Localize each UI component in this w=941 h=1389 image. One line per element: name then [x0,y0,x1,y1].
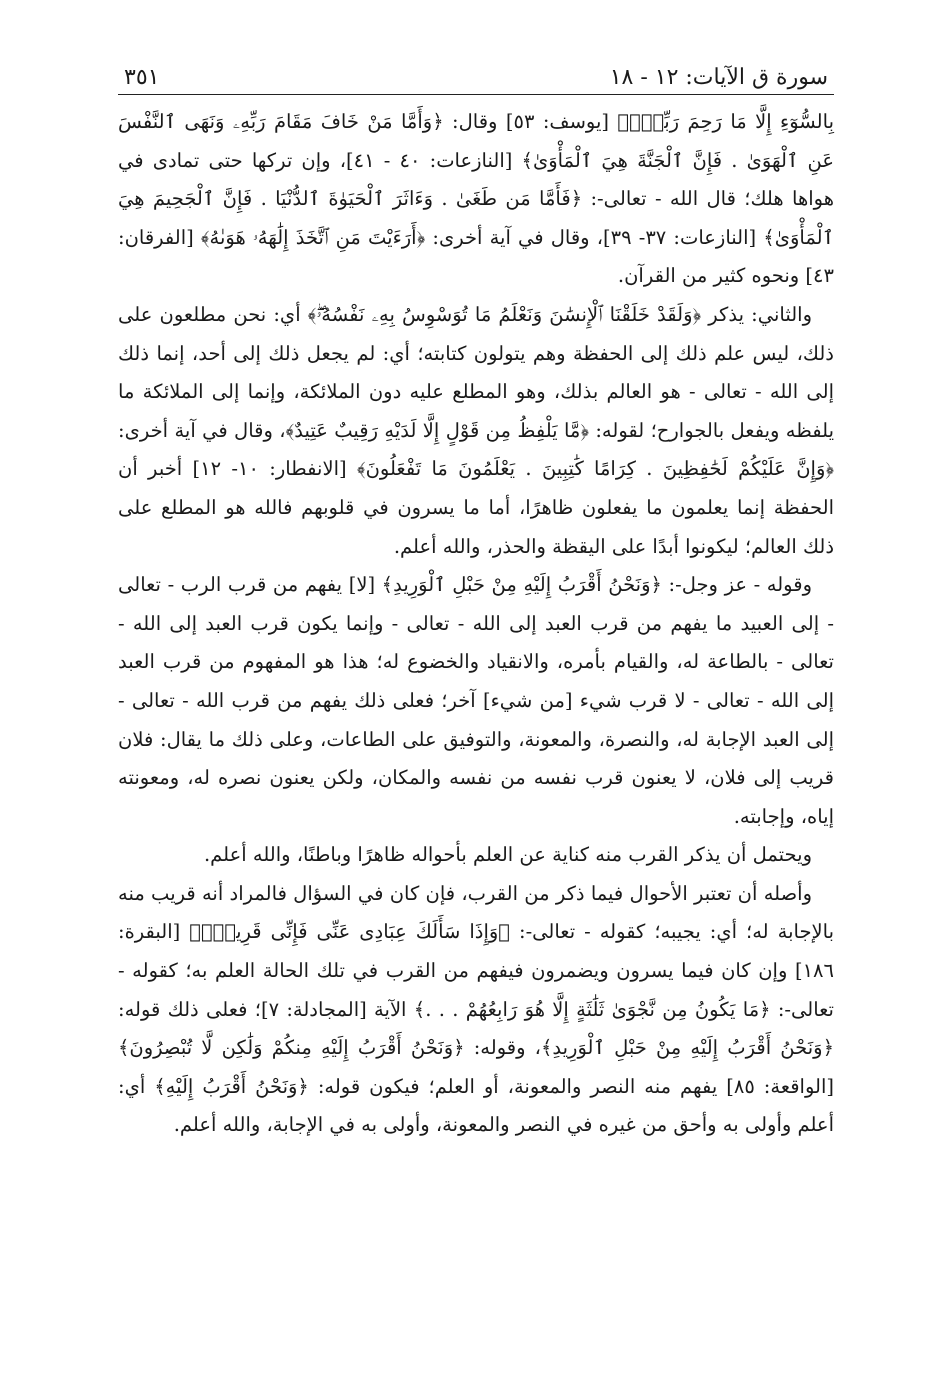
surah-verses-title: سورة ق الآيات: ١٢ - ١٨ [609,65,828,90]
running-header [118,54,834,95]
page-body [118,103,834,1145]
paragraph-nearness-of-god: وقوله - عز وجل-: ﴿وَنَحْنُ أَقْرَبُ إِلَيْهِ مِنْ حَبْلِ ٱلْوَرِيدِ﴾ [لا] يفهم من قرب الرب - تعالى - إلى العبيد ما يفهم من قرب العبد إلى الله - تعالى - وإنما يكون قرب العبد إلى الله - تعالى - بالطاعة له، والقيام بأمره، والانقياد والخضوع له؛ هذا هو المفهوم من قرب العبد إلى الله - تعالى - لا قرب شيء [من شيء] آخر؛ فعلى ذلك يفهم من قرب الله - تعالى - إلى العبد الإجابة له، والنصرة، والمعونة، والتوفيق على الطاعات، وعلى ذلك ما يقال: فلان قريب إلى فلان، لا يعنون قرب نفسه من نفسه والمكان، ولكن يعنون نصره له، ومعونته إياه، وإجابته. [118,573,834,828]
book-page [118,54,834,1354]
paragraph-knowledge-metaphor: ويحتمل أن يذكر القرب منه كناية عن العلم بأحواله ظاهرًا وباطنًا، والله أعلم. [203,843,812,867]
paragraph-continued-verses: بِالسُّوٓءِ إِلَّا مَا رَحِمَ رَبِّيٓۚ﴾ [يوسف: ٥٣] وقال: ﴿وَأَمَّا مَنْ خَافَ مَقَامَ رَبِّهِۦ وَنَهَى ٱلنَّفْسَ عَنِ ٱلْهَوَىٰ . فَإِنَّ ٱلْجَنَّةَ هِيَ ٱلْمَأْوَىٰ﴾ [النازعات: ٤٠ - ٤١]، وإن تركها حتى تمادى في هواها هلك؛ قال الله - تعالى-: ﴿فَأَمَّا مَن طَغَىٰ . وَءَاثَرَ ٱلْحَيَوٰةَ ٱلدُّنْيَا . فَإِنَّ ٱلْجَحِيمَ هِيَ ٱلْمَأْوَىٰ﴾ [النازعات: ٣٧- ٣٩]، وقال في آية أخرى: ﴿أَرَءَيْتَ مَنِ ٱتَّخَذَ إِلَٰهَهُۥ هَوَىٰهُ﴾ [الفرقان: ٤٣] ونحوه كثير من القرآن. [118,110,834,288]
paragraph-principle-of-states: وأصله أن تعتبر الأحوال فيما ذكر من القرب، فإن كان في السؤال فالمراد أنه قريب منه بالإجابة له؛ أي: يجيبه؛ كقوله - تعالى-: ﴿وَإِذَا سَأَلَكَ عِبَادِى عَنِّى فَإِنِّى قَرِيبٌۖ﴾ [البقرة: ١٨٦] وإن كان فيما يسرون ويضمرون فيفهم من القرب في تلك الحالة العلم به؛ كقوله - تعالى-: ﴿مَا يَكُونُ مِن نَّجْوَىٰ ثَلَٰثَةٍ إِلَّا هُوَ رَابِعُهُمْ . . .﴾ الآية [المجادلة: ٧]؛ فعلى ذلك قوله: ﴿وَنَحْنُ أَقْرَبُ إِلَيْهِ مِنْ حَبْلِ ٱلْوَرِيدِ﴾، وقوله: ﴿وَنَحْنُ أَقْرَبُ إِلَيْهِ مِنكُمْ وَلَٰكِن لَّا تُبْصِرُونَ﴾ [الواقعة: ٨٥] يفهم منه النصر والمعونة، أو العلم؛ فيكون قوله: ﴿وَنَحْنُ أَقْرَبُ إِلَيْهِ﴾ أي: أعلم وأولى به وأحق من غيره في النصر والمعونة، وأولى به في الإجابة، والله أعلم. [118,881,834,1137]
page-number: ٣٥١ [124,65,160,90]
paragraph-second-meaning: والثاني: يذكر ﴿وَلَقَدْ خَلَقْنَا ٱلْإِنسَٰنَ وَنَعْلَمُ مَا تُوَسْوِسُ بِهِۦ نَفْسُهُۥۖ﴾ أي: نحن مطلعون على ذلك، ليس علم ذلك إلى الحفظة وهم يتولون كتابته؛ أي: لم يجعل ذلك إلى أحد، إنما ذلك إلى الله - تعالى - هو العالم بذلك، وهو المطلع عليه دون الملائكة، وإنما إلى الملائكة ما يلفظه ويفعل بالجوارح؛ لقوله: ﴿مَّا يَلْفِظُ مِن قَوْلٍ إِلَّا لَدَيْهِ رَقِيبٌ عَتِيدٌ﴾، وقال في آية أخرى: ﴿وَإِنَّ عَلَيْكُمْ لَحَٰفِظِينَ . كِرَامًا كَٰتِبِينَ . يَعْلَمُونَ مَا تَفْعَلُونَ﴾ [الانفطار: ١٠- ١٢] أخبر أن الحفظة إنما يعلمون ما يفعلون ظاهرًا، أما ما يسرون في قلوبهم فالله هو المطلع على ذلك العالم؛ ليكونوا أبدًا على اليقظة والحذر، والله أعلم. [118,302,835,558]
